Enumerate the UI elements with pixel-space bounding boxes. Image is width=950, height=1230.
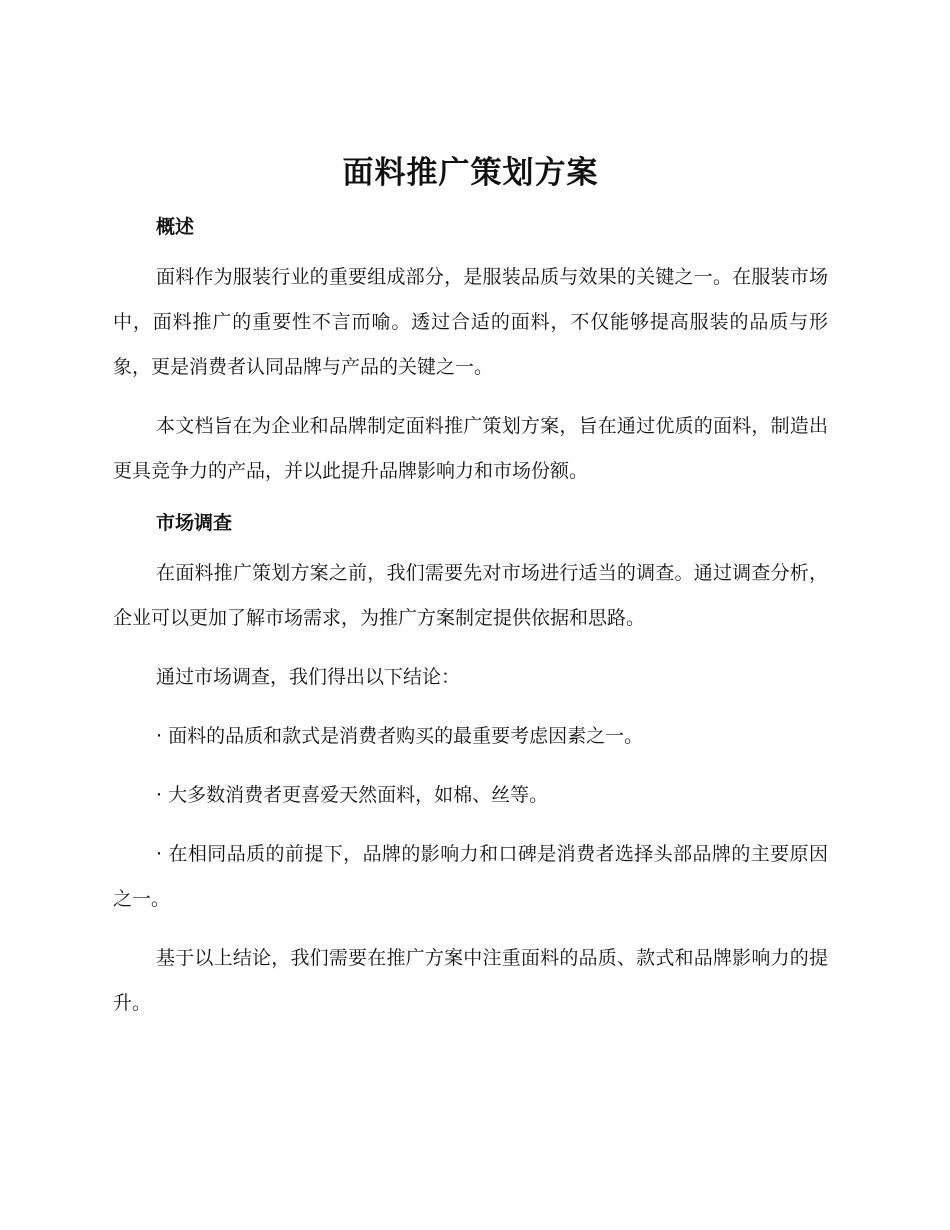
paragraph: 基于以上结论，我们需要在推广方案中注重面料的品质、款式和品牌影响力的提升。: [113, 947, 828, 1014]
paragraph: 在面料推广策划方案之前，我们需要先对市场进行适当的调查。通过调查分析，企业可以更加了解市场需求，为推广方案制定提供依据和思路。: [113, 562, 828, 629]
paragraph: 本文档旨在为企业和品牌制定面料推广策划方案，旨在通过优质的面料，制造出更具竞争力的产品，并以此提升品牌影响力和市场份额。: [113, 415, 828, 482]
section-heading-market-research: 市场调查: [156, 512, 233, 534]
bullet-item: · 面料的品质和款式是消费者购买的最重要考虑因素之一。: [156, 725, 644, 747]
paragraph: 通过市场调查，我们得出以下结论：: [156, 666, 461, 688]
section-heading-overview: 概述: [156, 216, 195, 238]
section-market-research: [113, 508, 828, 1026]
bullet-item: · 在相同品质的前提下，品牌的影响力和口碑是消费者选择头部品牌的主要原因之一。: [113, 843, 828, 910]
document-title: 面料推广策划方案: [342, 155, 599, 191]
section-overview: [113, 212, 828, 494]
paragraph: 面料作为服装行业的重要组成部分，是服装品质与效果的关键之一。在服装市场中，面料推广的重要性不言而喻。透过合适的面料，不仅能够提高服装的品质与形象，更是消费者认同品牌与产品的关键之一。: [113, 266, 828, 378]
bullet-item: · 大多数消费者更喜爱天然面料，如棉、丝等。: [156, 784, 549, 806]
